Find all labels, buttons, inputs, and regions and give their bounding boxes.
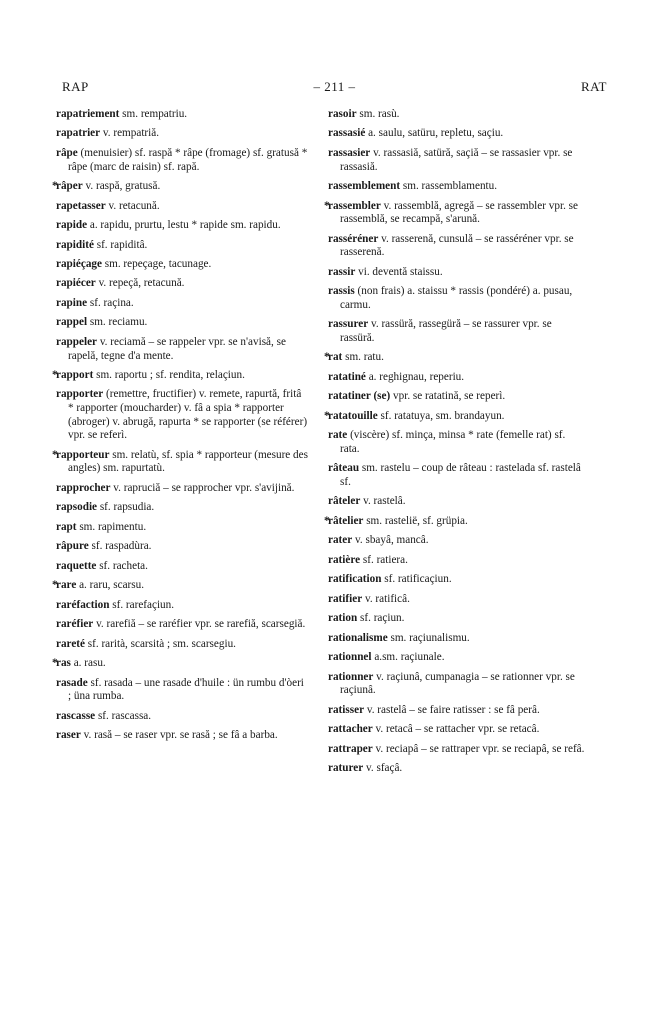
entry-headword: rascasse bbox=[56, 709, 96, 722]
entry-definition: v. reciamă – se rappeler vpr. se n'avisă, se rapelă, tegne d'a mente. bbox=[68, 335, 286, 362]
dictionary-entry bbox=[52, 579, 309, 593]
entry-headword: ratière bbox=[328, 553, 361, 566]
dictionary-entry bbox=[56, 618, 309, 632]
entry-headword: rapporteur bbox=[56, 448, 110, 461]
dictionary-entry bbox=[324, 199, 586, 227]
entry-definition: v. raspă, gratusă. bbox=[82, 180, 161, 193]
entry-headword: raser bbox=[56, 729, 81, 742]
dictionary-entry bbox=[56, 599, 309, 613]
entry-headword: rassasié bbox=[328, 127, 366, 140]
entry-definition: sf. raçiun. bbox=[357, 612, 405, 625]
entry-definition: sf. rasada – une rasade d'huile : ün rumbu d'òeri ; üna rumba. bbox=[68, 676, 304, 703]
entry-definition: sf. ratiera. bbox=[360, 553, 408, 566]
entry-headword: rapide bbox=[56, 219, 88, 232]
entry-definition: (menuisier) sf. raspă * râpe (fromage) sf. gratusă * râpe (marc de raisin) sf. rapă. bbox=[68, 146, 308, 173]
entry-definition: vi. deventă staissu. bbox=[355, 265, 443, 278]
dictionary-entry bbox=[56, 501, 309, 515]
entry-definition: sf. rapiditâ. bbox=[93, 238, 148, 251]
dictionary-entry bbox=[328, 390, 586, 404]
dictionary-entry bbox=[56, 521, 309, 535]
entry-definition: v. rastelâ – se faire ratisser : se fâ perâ. bbox=[364, 703, 540, 716]
entry-definition: sm. rasù. bbox=[356, 108, 400, 120]
entry-definition: sm. raportu ; sf. rendita, relaçiun. bbox=[93, 369, 245, 381]
dictionary-entry bbox=[56, 388, 309, 442]
entry-definition: (non frais) a. staissu * rassis (pondéré) a. pusau, carmu. bbox=[340, 285, 573, 311]
dictionary-entry bbox=[56, 239, 309, 253]
dictionary-entry bbox=[56, 277, 309, 291]
entry-asterisk: * bbox=[52, 579, 58, 592]
entry-headword: rassembler bbox=[328, 199, 381, 212]
entry-headword: râper bbox=[56, 180, 83, 193]
entry-headword: rapsodie bbox=[56, 501, 98, 514]
entry-definition: a. rapidu, prurtu, lestu * rapide sm. rapidu. bbox=[87, 219, 281, 232]
entry-headword: rappel bbox=[56, 316, 88, 329]
entry-headword: rasade bbox=[56, 676, 88, 689]
entry-definition: sf. ratatuya, sm. brandayun. bbox=[377, 409, 505, 422]
dictionary-entry bbox=[56, 710, 309, 724]
entry-headword: rater bbox=[328, 534, 353, 547]
entry-asterisk: * bbox=[52, 180, 58, 193]
dictionary-entry bbox=[328, 743, 586, 757]
entry-asterisk: * bbox=[52, 657, 58, 670]
dictionary-entry bbox=[52, 448, 309, 476]
page-header bbox=[62, 79, 607, 95]
entry-definition: sf. rarità, scarsità ; sm. scarsegiu. bbox=[84, 637, 236, 650]
dictionary-entry bbox=[56, 729, 309, 743]
entry-headword: raturer bbox=[328, 762, 364, 775]
dictionary-entry bbox=[328, 632, 586, 646]
entry-definition: a. reghignau, reperiu. bbox=[365, 370, 465, 383]
dictionary-entry bbox=[56, 219, 309, 233]
entry-definition: sf. rapsudia. bbox=[97, 501, 155, 514]
entry-definition: a.sm. raçiunale. bbox=[371, 651, 445, 664]
entry-definition: sm. rastelië, sf. grüpia. bbox=[363, 514, 468, 527]
entry-headword: râpe bbox=[56, 146, 78, 159]
entry-headword: rat bbox=[328, 351, 343, 364]
dictionary-entry bbox=[328, 266, 586, 280]
entry-definition: sf. rarefaçiun. bbox=[109, 598, 175, 611]
dictionary-entry bbox=[328, 462, 586, 489]
entry-definition: (remettre, fructifier) v. remete, rapurtă, fritâ * rapporter (moucharder) v. fâ a spia * rapporter (abroger) v. abrugă, rapurta * se rapporter (se référer) vpr. se referì. bbox=[68, 388, 308, 442]
entry-headword: rationnel bbox=[328, 651, 372, 664]
dictionary-entry bbox=[328, 285, 586, 312]
entry-headword: rapetasser bbox=[56, 199, 106, 212]
entry-definition: v. rarefiă – se raréfier vpr. se rarefiă, scarsegiă. bbox=[93, 618, 306, 631]
entry-definition: vpr. se ratatină, se reperì. bbox=[390, 390, 506, 403]
dictionary-entry bbox=[56, 297, 309, 311]
dictionary-entry bbox=[328, 573, 586, 587]
entry-headword: rationalisme bbox=[328, 631, 388, 644]
entry-headword: rapatriement bbox=[56, 108, 120, 120]
entry-headword: rapprocher bbox=[56, 481, 111, 494]
dictionary-entry bbox=[56, 336, 309, 363]
dictionary-entry bbox=[328, 233, 586, 260]
entry-headword: rappeler bbox=[56, 335, 98, 348]
entry-definition: sf. rascassa. bbox=[95, 709, 152, 722]
entry-headword: rareté bbox=[56, 637, 85, 650]
dictionary-entry bbox=[328, 371, 586, 385]
entry-headword: rassurer bbox=[328, 318, 369, 331]
entry-definition: sm. rassemblamentu. bbox=[400, 180, 498, 193]
dictionary-entry bbox=[328, 651, 586, 665]
entry-headword: rasoir bbox=[328, 108, 357, 120]
entry-definition: sf. racheta. bbox=[96, 559, 148, 572]
entry-definition: v. sfaçâ. bbox=[363, 762, 403, 775]
entry-definition: v. retacună. bbox=[105, 199, 160, 212]
entry-definition: v. rassasiă, satüră, saçiă – se rassasier vpr. se rassasiă. bbox=[340, 146, 573, 173]
entry-definition: v. ratificâ. bbox=[362, 592, 410, 605]
dictionary-entry bbox=[56, 127, 309, 141]
dictionary-entry bbox=[52, 369, 309, 383]
dictionary-entry bbox=[328, 723, 586, 737]
entry-asterisk: * bbox=[324, 514, 330, 527]
entry-definition: v. rastelâ. bbox=[360, 495, 406, 508]
entry-definition: sm. reciamu. bbox=[87, 316, 148, 329]
dictionary-entry bbox=[56, 316, 309, 330]
entry-definition: v. reciapâ – se rattraper vpr. se reciapâ, se refâ. bbox=[372, 742, 585, 755]
entry-headword: ratatouille bbox=[328, 409, 378, 422]
dictionary-entry bbox=[328, 704, 586, 718]
left-column bbox=[52, 108, 309, 749]
entry-definition: a. saulu, satüru, repletu, saçiu. bbox=[365, 127, 504, 140]
dictionary-entry bbox=[56, 200, 309, 214]
dictionary-entry bbox=[328, 318, 586, 345]
entry-definition: v. rapruciă – se rapprocher vpr. s'avijină. bbox=[110, 481, 295, 494]
right-column bbox=[324, 108, 586, 782]
dictionary-entry bbox=[328, 180, 586, 194]
dictionary-entry bbox=[56, 638, 309, 652]
entry-headword: rate bbox=[328, 429, 348, 442]
header-right-guide-word: RAT bbox=[580, 79, 607, 94]
entry-asterisk: * bbox=[324, 351, 330, 364]
entry-headword: rapiéçage bbox=[56, 257, 102, 270]
entry-definition: v. repeçă, retacună. bbox=[95, 277, 185, 290]
entry-headword: rapidité bbox=[56, 238, 94, 251]
dictionary-entry bbox=[56, 258, 309, 272]
dictionary-entry bbox=[324, 514, 586, 529]
entry-headword: ratifier bbox=[328, 592, 363, 605]
entry-headword: rassasier bbox=[328, 146, 371, 159]
entry-asterisk: * bbox=[52, 369, 58, 381]
entry-headword: rattraper bbox=[328, 742, 373, 755]
entry-headword: rasséréner bbox=[328, 232, 379, 245]
entry-headword: ratatiner (se) bbox=[328, 390, 391, 403]
entry-definition: v. rassüră, rassegüră – se rassurer vpr. se rassüră. bbox=[340, 318, 552, 344]
entry-headword: ratatiné bbox=[328, 370, 366, 383]
dictionary-entry bbox=[56, 540, 309, 554]
dictionary-entry bbox=[56, 560, 309, 574]
dictionary-entry bbox=[328, 612, 586, 626]
entry-definition: sf. ratificaçiun. bbox=[381, 573, 452, 586]
entry-headword: rationner bbox=[328, 670, 374, 683]
entry-definition: sf. raspadùra. bbox=[88, 540, 152, 553]
dictionary-entry bbox=[328, 554, 586, 568]
entry-headword: rassemblement bbox=[328, 180, 401, 193]
entry-headword: ration bbox=[328, 612, 358, 625]
entry-headword: râpure bbox=[56, 540, 89, 553]
dictionary-entry bbox=[324, 351, 586, 365]
entry-headword: raréfier bbox=[56, 618, 94, 631]
entry-definition: sf. raçina. bbox=[87, 296, 134, 309]
dictionary-entry bbox=[56, 108, 309, 122]
entry-headword: rapport bbox=[56, 369, 94, 381]
dictionary-entry bbox=[328, 593, 586, 607]
entry-asterisk: * bbox=[52, 448, 58, 461]
entry-headword: râtelier bbox=[328, 514, 364, 527]
dictionary-entry bbox=[328, 147, 586, 174]
page-number: – 211 – bbox=[313, 79, 356, 94]
entry-definition: sm. relatù, sf. spia * rapporteur (mesure des angles) sm. rapurtatù. bbox=[68, 448, 308, 475]
entry-headword: râteau bbox=[328, 462, 360, 475]
entry-headword: rapine bbox=[56, 296, 88, 309]
entry-headword: rapiécer bbox=[56, 277, 96, 290]
entry-headword: rare bbox=[56, 579, 77, 592]
entry-definition: v. retacâ – se rattacher vpr. se retacâ. bbox=[372, 723, 540, 736]
entry-definition: v. rassemblă, agregă – se rassembler vpr. se rassemblă, se recampă, s'arună. bbox=[340, 199, 578, 226]
entry-definition: a. rasu. bbox=[70, 657, 106, 670]
header-left-guide-word: RAP bbox=[62, 79, 89, 94]
dictionary-entry bbox=[328, 495, 586, 509]
entry-asterisk: * bbox=[324, 199, 330, 212]
entry-headword: rapt bbox=[56, 520, 77, 533]
entry-headword: raréfaction bbox=[56, 598, 110, 611]
entry-headword: rassis bbox=[328, 285, 355, 298]
entry-definition: sm. ratu. bbox=[342, 351, 384, 364]
entry-headword: râteler bbox=[328, 495, 361, 508]
dictionary-entry bbox=[328, 108, 586, 122]
entry-headword: rattacher bbox=[328, 723, 373, 736]
entry-asterisk: * bbox=[324, 409, 330, 422]
dictionary-entry bbox=[56, 677, 309, 704]
entry-headword: rapatrier bbox=[56, 127, 101, 140]
dictionary-entry bbox=[324, 409, 586, 424]
entry-definition: (viscère) sf. minça, minsa * rate (femelle rat) sf. rata. bbox=[340, 429, 566, 455]
dictionary-entry bbox=[328, 429, 586, 456]
entry-definition: sm. rempatriu. bbox=[119, 108, 188, 120]
entry-headword: ras bbox=[56, 657, 71, 670]
entry-definition: sm. repeçage, tacunage. bbox=[101, 257, 212, 270]
entry-definition: sm. raçiunalismu. bbox=[387, 631, 470, 644]
entry-definition: v. rasă – se raser vpr. se rasă ; se fâ a barba. bbox=[80, 729, 278, 742]
entry-headword: ratisser bbox=[328, 703, 365, 716]
dictionary-entry bbox=[56, 482, 309, 496]
entry-definition: v. sbayâ, mancâ. bbox=[352, 534, 429, 547]
dictionary-entry bbox=[56, 147, 309, 174]
entry-definition: v. rasserenă, cunsulă – se rasséréner vpr. se rasserenă. bbox=[340, 232, 574, 259]
entry-headword: rapporter bbox=[56, 388, 104, 401]
entry-definition: a. raru, scarsu. bbox=[76, 579, 145, 592]
entry-definition: v. rempatriă. bbox=[100, 127, 160, 140]
dictionary-entry bbox=[52, 180, 309, 194]
entry-headword: ratification bbox=[328, 573, 382, 586]
entry-headword: raquette bbox=[56, 559, 97, 572]
entry-definition: v. raçiunâ, cumpanagia – se rationner vpr. se raçiunâ. bbox=[340, 670, 575, 697]
dictionary-entry bbox=[328, 671, 586, 698]
dictionary-entry bbox=[328, 534, 586, 548]
dictionary-entry bbox=[328, 127, 586, 141]
entry-headword: rassir bbox=[328, 265, 356, 278]
dictionary-entry bbox=[52, 657, 309, 671]
dictionary-entry bbox=[328, 762, 586, 776]
entry-definition: sm. rastelu – coup de râteau : rastelada sf. rastelâ sf. bbox=[340, 462, 581, 488]
entry-definition: sm. rapimentu. bbox=[76, 520, 147, 533]
